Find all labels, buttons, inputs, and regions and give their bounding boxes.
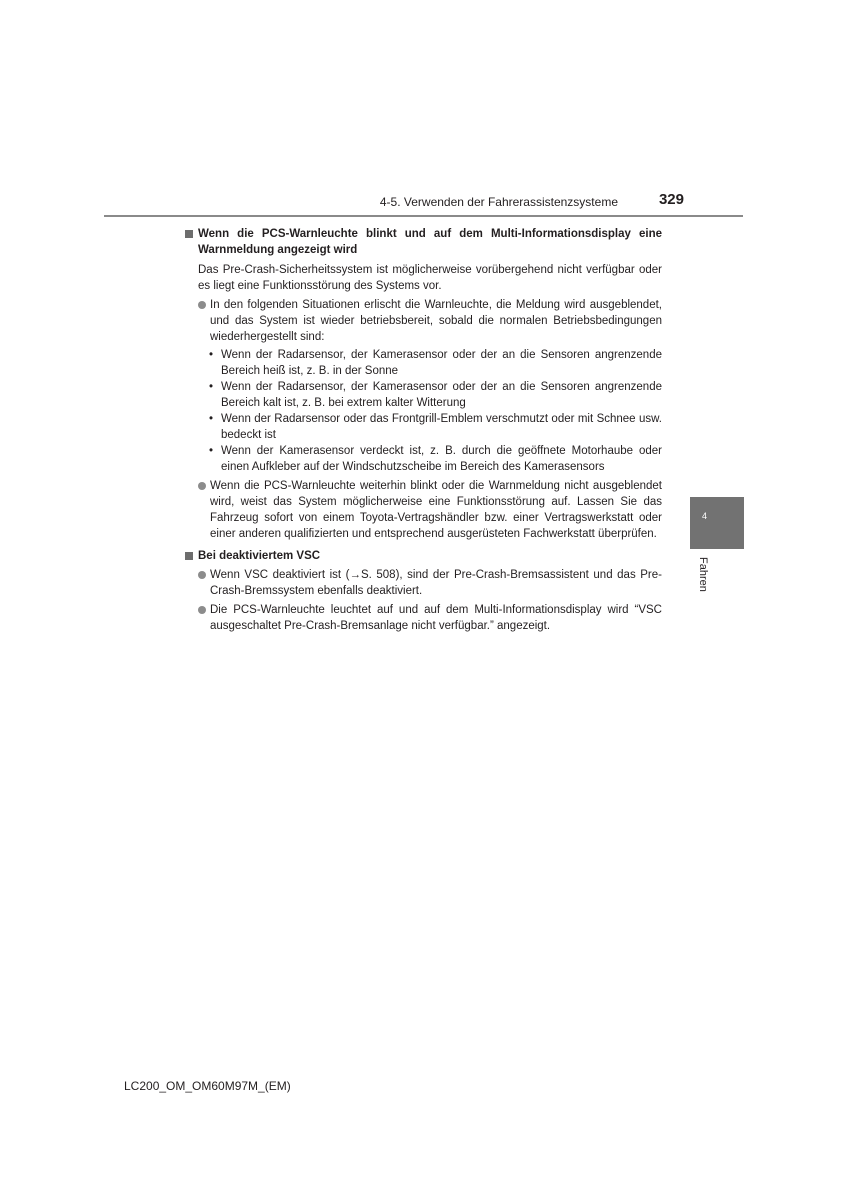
list-item-text: Wenn VSC deaktiviert ist (→S. 508), sind der Pre-Crash-Bremsassistent und das Pre-Crash-Bremssystem ebenfalls deaktiviert. [210,569,662,597]
sub-list-item-text: Wenn der Radarsensor oder das Frontgrill-Emblem verschmutzt oder mit Schnee usw. bedeckt ist [221,413,662,441]
square-bullet-icon [185,230,193,238]
sub-list [185,347,662,475]
list-item-text: In den folgenden Situationen erlischt die Warnleuchte, die Meldung wird ausgeblendet, und das System ist wieder betriebsbereit, sobald die normalen Betriebsbedingungen wiederhergestellt sind: [210,299,662,343]
list-item [185,297,662,345]
header-divider [104,215,743,217]
sub-list-item [185,379,662,411]
sub-list-item [185,347,662,379]
circle-bullet-icon [198,571,206,579]
section-heading-text: Bei deaktiviertem VSC [198,550,321,562]
dot-bullet-icon: • [209,413,214,425]
list-item-text: Wenn die PCS-Warnleuchte weiterhin blinkt oder die Warnmeldung nicht ausgeblendet wird, weist das System möglicherweise eine Funktionsstörung auf. Lassen Sie das Fahrzeug sofort von einem Toyota-Vertragshändler bzw. einer Vertragswerkstatt oder einer anderen qualifizierten und entsprechend ausgerüsteten Fachwerkstatt überprüfen. [210,480,662,540]
circle-bullet-icon [198,301,206,309]
section-heading [185,226,662,258]
page-number: 329 [658,191,684,208]
square-bullet-icon [185,552,193,560]
chapter-label: Fahren [697,557,709,592]
section-title: 4-5. Verwenden der Fahrerassistenzsysteme [379,195,618,209]
document-code: LC200_OM_OM60M97M_(EM) [124,1079,291,1093]
section-intro: Das Pre-Crash-Sicherheitssystem ist möglicherweise vorübergehend nicht verfügbar oder es liegt eine Funktionsstörung des Systems vor. [198,264,662,292]
sub-list-item-text: Wenn der Radarsensor, der Kamerasensor oder der an die Sensoren angrenzende Bereich kalt ist, z. B. bei extrem kalter Witterung [221,381,662,409]
chapter-tab [690,497,744,549]
section-heading [185,548,662,564]
dot-bullet-icon: • [209,445,214,457]
sub-list-item [185,443,662,475]
list-item [185,567,662,599]
dot-bullet-icon: • [209,381,214,393]
sub-list-item-text: Wenn der Kamerasensor verdeckt ist, z. B. durch die geöffnete Motorhaube oder einen Aufkleber auf der Windschutzscheibe im Bereich des Kamerasensors [221,445,662,473]
main-content [185,224,662,634]
list-item-text: Die PCS-Warnleuchte leuchtet auf und auf dem Multi-Informationsdisplay wird “VSC ausgeschaltet Pre-Crash-Bremsanlage nicht verfügbar.” angezeigt. [210,604,662,632]
list-item [185,602,662,634]
chapter-number: 4 [702,511,708,521]
section-heading-text: Wenn die PCS-Warnleuchte blinkt und auf dem Multi-Informationsdisplay eine Warnmeldung angezeigt wird [198,228,662,256]
circle-bullet-icon [198,482,206,490]
circle-bullet-icon [198,606,206,614]
dot-bullet-icon: • [209,349,214,361]
list-item [185,478,662,542]
sub-list-item [185,411,662,443]
sub-list-item-text: Wenn der Radarsensor, der Kamerasensor oder der an die Sensoren angrenzende Bereich heiß ist, z. B. in der Sonne [221,349,662,377]
